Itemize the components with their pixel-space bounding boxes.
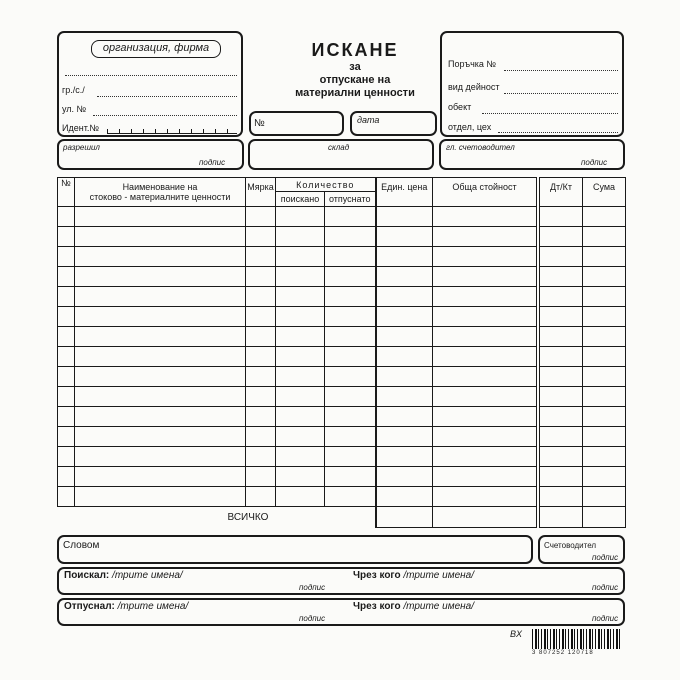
number-field[interactable] bbox=[249, 111, 344, 136]
approved-label: разрешил bbox=[63, 143, 100, 152]
cell-issued[interactable] bbox=[325, 467, 376, 487]
cell-total-value[interactable] bbox=[433, 227, 537, 247]
table-row bbox=[58, 467, 626, 487]
approved-box[interactable] bbox=[57, 139, 244, 170]
col-total-value-header: Обща стойност bbox=[433, 178, 537, 207]
cell-debit-credit[interactable] bbox=[540, 347, 583, 367]
cell-unit[interactable] bbox=[246, 467, 276, 487]
via1-sign-label: подпис bbox=[592, 583, 619, 592]
cell-total-value[interactable] bbox=[433, 467, 537, 487]
cell-total-value[interactable] bbox=[433, 347, 537, 367]
warehouse-box[interactable] bbox=[248, 139, 434, 170]
cell-unit-price[interactable] bbox=[376, 307, 433, 327]
table-row bbox=[58, 287, 626, 307]
cell-sum[interactable] bbox=[583, 427, 626, 447]
cell-no[interactable] bbox=[58, 467, 75, 487]
cell-name[interactable] bbox=[75, 267, 246, 287]
col-no-header: № bbox=[58, 178, 75, 207]
cell-sum[interactable] bbox=[583, 327, 626, 347]
cell-debit-credit[interactable] bbox=[540, 427, 583, 447]
activity-label: вид дейност bbox=[448, 82, 500, 92]
cell-issued[interactable] bbox=[325, 427, 376, 447]
cell-total-value[interactable] bbox=[433, 427, 537, 447]
issued-by-hint: /трите имена/ bbox=[117, 601, 189, 612]
total-label: ВСИЧКО bbox=[227, 511, 269, 523]
cell-total-value[interactable] bbox=[433, 307, 537, 327]
table-row bbox=[58, 327, 626, 347]
cell-unit-price[interactable] bbox=[376, 327, 433, 347]
cell-total-value[interactable] bbox=[433, 407, 537, 427]
cell-no[interactable] bbox=[58, 407, 75, 427]
cell-debit-credit[interactable] bbox=[540, 447, 583, 467]
cell-debit-credit[interactable] bbox=[540, 467, 583, 487]
col-debit-credit-header: Дт/Кт bbox=[540, 178, 583, 207]
cell-sum[interactable] bbox=[583, 247, 626, 267]
cell-unit-price[interactable] bbox=[376, 447, 433, 467]
cell-issued[interactable] bbox=[325, 207, 376, 227]
cell-total-value[interactable] bbox=[433, 487, 537, 507]
cell-unit-price[interactable] bbox=[376, 367, 433, 387]
cell-issued[interactable] bbox=[325, 487, 376, 507]
cell-total-value[interactable] bbox=[433, 327, 537, 347]
issued-by-title: Отпуснал: bbox=[64, 601, 115, 612]
table-row bbox=[58, 387, 626, 407]
accountant-label: Счетоводител bbox=[544, 541, 597, 550]
ident-field[interactable] bbox=[107, 124, 237, 134]
cell-name[interactable] bbox=[75, 247, 246, 267]
requested-by-sign-label: подпис bbox=[299, 583, 326, 592]
cell-issued[interactable] bbox=[325, 287, 376, 307]
cell-total-value[interactable] bbox=[433, 447, 537, 467]
total-debit-credit-cell[interactable] bbox=[540, 507, 583, 528]
cell-issued[interactable] bbox=[325, 267, 376, 287]
accountant-box[interactable] bbox=[538, 535, 625, 564]
table-row bbox=[58, 267, 626, 287]
cell-sum[interactable] bbox=[583, 207, 626, 227]
order-line[interactable] bbox=[504, 70, 618, 71]
order-box bbox=[440, 31, 624, 137]
cell-name[interactable] bbox=[75, 307, 246, 327]
cell-total-value[interactable] bbox=[433, 267, 537, 287]
table-row bbox=[58, 447, 626, 467]
via2-title: Чрез кого bbox=[353, 601, 401, 612]
table-row bbox=[58, 427, 626, 447]
table-row bbox=[58, 227, 626, 247]
cell-unit[interactable] bbox=[246, 387, 276, 407]
cell-name[interactable] bbox=[75, 387, 246, 407]
date-field[interactable] bbox=[350, 111, 437, 136]
requested-by-title: Поискал: bbox=[64, 570, 110, 581]
cell-issued[interactable] bbox=[325, 247, 376, 267]
cell-sum[interactable] bbox=[583, 227, 626, 247]
dept-line[interactable] bbox=[498, 132, 618, 133]
cell-name[interactable] bbox=[75, 287, 246, 307]
title-line-2: за bbox=[349, 61, 361, 73]
cell-no[interactable] bbox=[58, 487, 75, 507]
number-label: № bbox=[254, 118, 265, 129]
cell-requested[interactable] bbox=[276, 347, 325, 367]
cell-name[interactable] bbox=[75, 367, 246, 387]
cell-unit-price[interactable] bbox=[376, 267, 433, 287]
cell-requested[interactable] bbox=[276, 487, 325, 507]
title-line-4: материални ценности bbox=[295, 87, 415, 99]
via1-title: Чрез кого bbox=[353, 570, 401, 581]
col-name-line1: Наименование на bbox=[122, 182, 198, 192]
table-row bbox=[58, 487, 626, 507]
cell-requested[interactable] bbox=[276, 307, 325, 327]
cell-sum[interactable] bbox=[583, 467, 626, 487]
cell-unit[interactable] bbox=[246, 287, 276, 307]
cell-sum[interactable] bbox=[583, 407, 626, 427]
cell-debit-credit[interactable] bbox=[540, 367, 583, 387]
col-unit-price-header: Един. цена bbox=[376, 178, 433, 207]
cell-sum[interactable] bbox=[583, 347, 626, 367]
cell-unit[interactable] bbox=[246, 347, 276, 367]
table-row bbox=[58, 347, 626, 367]
cell-no[interactable] bbox=[58, 227, 75, 247]
cell-debit-credit[interactable] bbox=[540, 487, 583, 507]
cell-sum[interactable] bbox=[583, 267, 626, 287]
cell-unit[interactable] bbox=[246, 487, 276, 507]
barcode-image bbox=[532, 629, 620, 649]
cell-unit-price[interactable] bbox=[376, 227, 433, 247]
org-label: организация, фирма bbox=[91, 40, 221, 58]
organization-box bbox=[57, 31, 243, 137]
col-sum-header: Сума bbox=[583, 178, 626, 207]
cell-issued[interactable] bbox=[325, 227, 376, 247]
activity-line[interactable] bbox=[504, 93, 618, 94]
org-name-line[interactable] bbox=[65, 75, 237, 76]
cell-requested[interactable] bbox=[276, 407, 325, 427]
requested-by-row bbox=[57, 567, 625, 595]
cell-no[interactable] bbox=[58, 247, 75, 267]
object-line[interactable] bbox=[482, 113, 618, 114]
cell-no[interactable] bbox=[58, 287, 75, 307]
cell-issued[interactable] bbox=[325, 367, 376, 387]
cell-unit[interactable] bbox=[246, 427, 276, 447]
ident-label: Идент.№ bbox=[62, 123, 99, 133]
via2-sign-label: подпис bbox=[592, 614, 619, 623]
cell-debit-credit[interactable] bbox=[540, 327, 583, 347]
street-label: ул. № bbox=[62, 104, 87, 114]
cell-name[interactable] bbox=[75, 447, 246, 467]
cell-name[interactable] bbox=[75, 467, 246, 487]
cell-unit[interactable] bbox=[246, 367, 276, 387]
cell-requested[interactable] bbox=[276, 327, 325, 347]
cell-issued[interactable] bbox=[325, 407, 376, 427]
total-sum-cell[interactable] bbox=[583, 507, 626, 528]
col-issued-header: отпуснато bbox=[325, 192, 376, 207]
via2-hint: /трите имена/ bbox=[403, 601, 474, 612]
via2-field[interactable] bbox=[349, 600, 623, 624]
cell-unit-price[interactable] bbox=[376, 247, 433, 267]
cell-sum[interactable] bbox=[583, 367, 626, 387]
approved-sign-label: подпис bbox=[199, 158, 226, 167]
cell-unit-price[interactable] bbox=[376, 487, 433, 507]
table-row bbox=[58, 247, 626, 267]
cell-name[interactable] bbox=[75, 407, 246, 427]
cell-debit-credit[interactable] bbox=[540, 407, 583, 427]
warehouse-label: склад bbox=[328, 143, 350, 152]
object-label: обект bbox=[448, 102, 472, 112]
order-label: Поръчка № bbox=[448, 59, 497, 69]
cell-unit[interactable] bbox=[246, 207, 276, 227]
cell-unit[interactable] bbox=[246, 447, 276, 467]
via1-hint: /трите имена/ bbox=[403, 570, 474, 581]
col-quantity-header: Количество bbox=[276, 178, 376, 192]
cell-unit-price[interactable] bbox=[376, 427, 433, 447]
cell-unit[interactable] bbox=[246, 307, 276, 327]
cell-sum[interactable] bbox=[583, 447, 626, 467]
total-row bbox=[58, 507, 626, 528]
cell-requested[interactable] bbox=[276, 467, 325, 487]
via1-field[interactable] bbox=[349, 569, 623, 593]
cell-sum[interactable] bbox=[583, 287, 626, 307]
cell-unit[interactable] bbox=[246, 247, 276, 267]
cell-requested[interactable] bbox=[276, 367, 325, 387]
cell-total-value[interactable] bbox=[433, 367, 537, 387]
cell-unit[interactable] bbox=[246, 327, 276, 347]
cell-name[interactable] bbox=[75, 487, 246, 507]
cell-no[interactable] bbox=[58, 327, 75, 347]
cell-issued[interactable] bbox=[325, 327, 376, 347]
table-row bbox=[58, 367, 626, 387]
total-label-cell bbox=[58, 507, 376, 528]
cell-unit-price[interactable] bbox=[376, 347, 433, 367]
cell-no[interactable] bbox=[58, 367, 75, 387]
table-row bbox=[58, 307, 626, 327]
cell-total-value[interactable] bbox=[433, 387, 537, 407]
cell-no[interactable] bbox=[58, 347, 75, 367]
cell-debit-credit[interactable] bbox=[540, 307, 583, 327]
cell-requested[interactable] bbox=[276, 287, 325, 307]
cell-total-value[interactable] bbox=[433, 247, 537, 267]
cell-unit[interactable] bbox=[246, 267, 276, 287]
cell-unit[interactable] bbox=[246, 407, 276, 427]
cell-no[interactable] bbox=[58, 447, 75, 467]
cell-debit-credit[interactable] bbox=[540, 387, 583, 407]
chief-accountant-box[interactable] bbox=[439, 139, 625, 170]
cell-issued[interactable] bbox=[325, 307, 376, 327]
cell-no[interactable] bbox=[58, 207, 75, 227]
cell-no[interactable] bbox=[58, 427, 75, 447]
table-row bbox=[58, 407, 626, 427]
barcode-digits: 3 807252 120718 bbox=[532, 650, 594, 656]
date-label: дата bbox=[357, 115, 380, 125]
accountant-sign-label: подпис bbox=[592, 553, 619, 562]
cell-name[interactable] bbox=[75, 427, 246, 447]
cell-unit-price[interactable] bbox=[376, 387, 433, 407]
city-label: гр./с./ bbox=[62, 85, 85, 95]
cell-requested[interactable] bbox=[276, 247, 325, 267]
cell-total-value[interactable] bbox=[433, 207, 537, 227]
issued-by-row bbox=[57, 598, 625, 626]
cell-unit-price[interactable] bbox=[376, 467, 433, 487]
street-line[interactable] bbox=[93, 115, 237, 116]
items-table bbox=[57, 177, 626, 528]
cell-issued[interactable] bbox=[325, 447, 376, 467]
cell-requested[interactable] bbox=[276, 427, 325, 447]
col-unit-header: Мярка bbox=[246, 178, 276, 207]
cell-debit-credit[interactable] bbox=[540, 227, 583, 247]
cell-name[interactable] bbox=[75, 327, 246, 347]
cell-debit-credit[interactable] bbox=[540, 267, 583, 287]
cell-unit-price[interactable] bbox=[376, 287, 433, 307]
dept-label: отдел, цех bbox=[448, 122, 492, 132]
cell-name[interactable] bbox=[75, 227, 246, 247]
chief-accountant-label: гл. счетоводител bbox=[446, 143, 515, 152]
cell-issued[interactable] bbox=[325, 347, 376, 367]
total-value-cell[interactable] bbox=[433, 507, 537, 528]
col-name-header bbox=[75, 178, 246, 207]
in-words-label: Словом bbox=[63, 540, 100, 551]
cell-name[interactable] bbox=[75, 207, 246, 227]
cell-requested[interactable] bbox=[276, 267, 325, 287]
cell-requested[interactable] bbox=[276, 227, 325, 247]
cell-debit-credit[interactable] bbox=[540, 247, 583, 267]
cell-total-value[interactable] bbox=[433, 287, 537, 307]
cell-debit-credit[interactable] bbox=[540, 287, 583, 307]
cell-no[interactable] bbox=[58, 387, 75, 407]
city-line[interactable] bbox=[97, 96, 237, 97]
issued-by-sign-label: подпис bbox=[299, 614, 326, 623]
cell-unit-price[interactable] bbox=[376, 407, 433, 427]
title-line-3: отпускане на bbox=[319, 74, 391, 86]
cell-unit[interactable] bbox=[246, 227, 276, 247]
col-requested-header: поискано bbox=[276, 192, 325, 207]
cell-debit-credit[interactable] bbox=[540, 207, 583, 227]
cell-sum[interactable] bbox=[583, 307, 626, 327]
cell-no[interactable] bbox=[58, 307, 75, 327]
chief-accountant-sign-label: подпис bbox=[581, 158, 608, 167]
cell-no[interactable] bbox=[58, 267, 75, 287]
cell-issued[interactable] bbox=[325, 387, 376, 407]
cell-sum[interactable] bbox=[583, 487, 626, 507]
document-title: ИСКАНЕ bbox=[311, 40, 399, 60]
cell-sum[interactable] bbox=[583, 387, 626, 407]
requested-by-hint: /трите имена/ bbox=[112, 570, 183, 581]
cell-requested[interactable] bbox=[276, 447, 325, 467]
form-code: BX bbox=[510, 629, 523, 639]
col-name-line2: стоково - материалните ценности bbox=[89, 192, 231, 202]
cell-requested[interactable] bbox=[276, 387, 325, 407]
total-unit-price-cell[interactable] bbox=[376, 507, 433, 528]
cell-requested[interactable] bbox=[276, 207, 325, 227]
table-row bbox=[58, 207, 626, 227]
in-words-box[interactable] bbox=[57, 535, 533, 564]
cell-name[interactable] bbox=[75, 347, 246, 367]
cell-unit-price[interactable] bbox=[376, 207, 433, 227]
